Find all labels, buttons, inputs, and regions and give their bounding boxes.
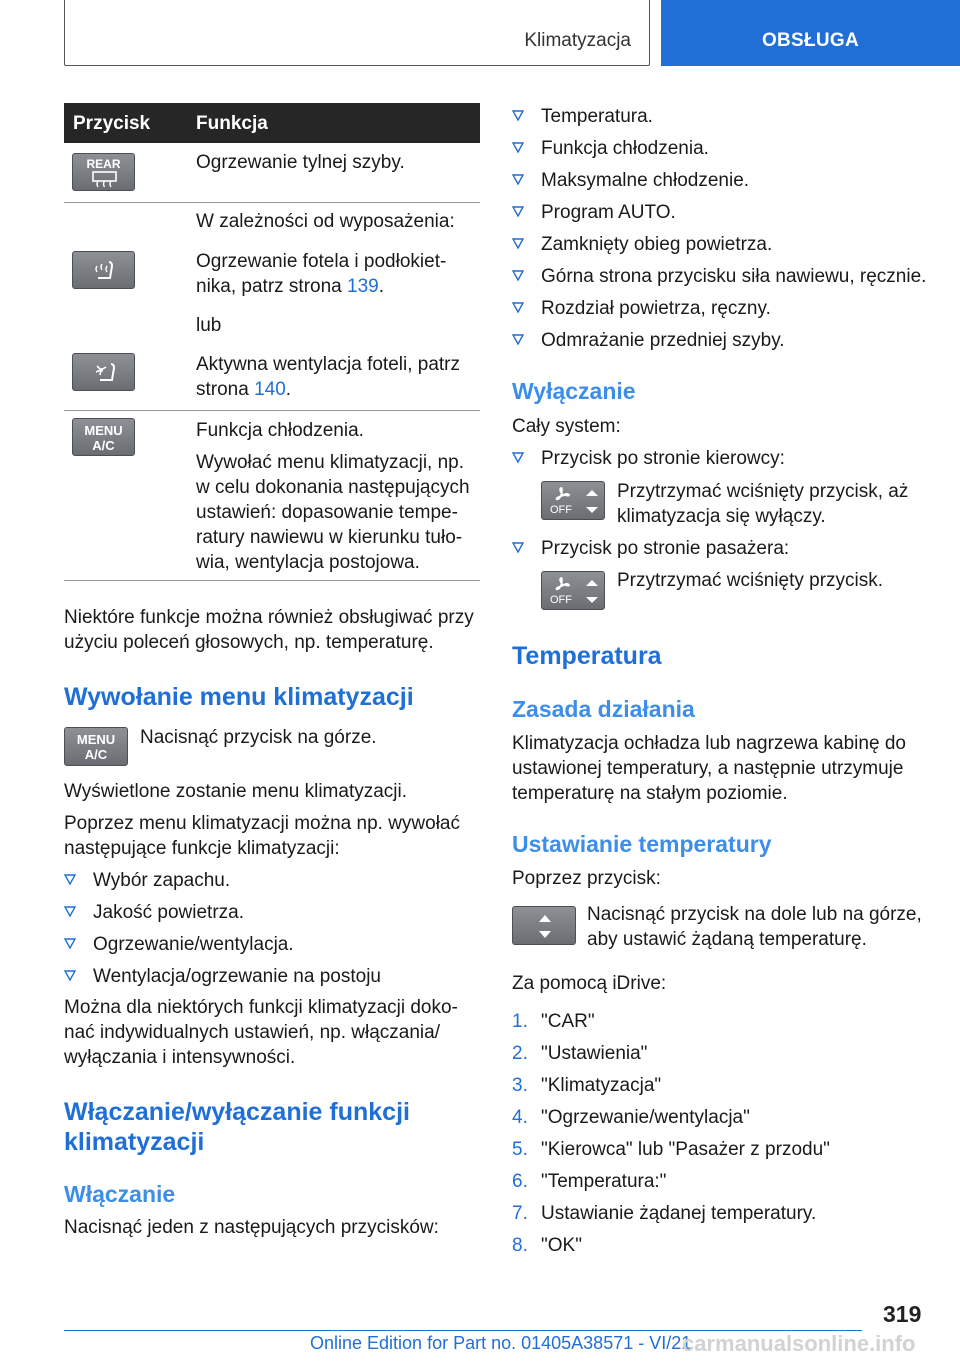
section-title: Klimatyzacja <box>524 30 631 51</box>
off-passenger-text: Przytrzymać wciśnięty przycisk. <box>617 570 884 591</box>
triangle-bullet-icon <box>512 238 524 250</box>
menu-ac-button-icon: MENU A/C <box>64 727 128 766</box>
list-item: Górna strona przycisku siła nawiewu, ręcznie. <box>512 264 932 289</box>
list-item: Zamknięty obieg powietrza. <box>512 232 932 257</box>
onoff-heading-line2: klimatyzacji <box>64 1128 205 1156</box>
off-whole-system: Cały system: <box>512 416 621 437</box>
menu-individual-text: nać indywidualnych ustawień, np. włączania/ <box>64 1022 440 1043</box>
fan-off-button-icon: OFF <box>541 571 605 610</box>
menu-ac-button-icon: MENU A/C <box>72 418 135 456</box>
col-header-button: Przycisk <box>73 113 151 134</box>
off-driver-item: Przycisk po stronie kierowcy: <box>512 446 932 471</box>
row2-vent-line1: Aktywna wentylacja foteli, patrz <box>196 354 461 375</box>
list-item: Rozdział powietrza, ręczny. <box>512 296 932 321</box>
header-box <box>64 0 650 66</box>
list-item: 1. "CAR" <box>512 1011 595 1032</box>
temp-up-down-button-icon <box>512 906 576 945</box>
on-buttons-list <box>512 104 932 353</box>
list-item: Jakość powietrza. <box>64 900 480 925</box>
off-driver-text: Przytrzymać wciśnięty przycisk, aż <box>617 481 909 502</box>
list-item: 5. "Kierowca" lub "Pasażer z przodu" <box>512 1139 830 1160</box>
row3-line: wia, wentylacja postojowa. <box>196 552 420 573</box>
list-item: 2. "Ustawienia" <box>512 1043 648 1064</box>
voice-text: użyciu poleceń głosowych, np. temperaturę. <box>64 632 434 653</box>
list-item: Odmrażanie przedniej szyby. <box>512 328 932 353</box>
row3-line: ratury nawiewu w kierunku tuło- <box>196 527 463 548</box>
triangle-bullet-icon <box>512 206 524 218</box>
triangle-bullet-icon <box>512 270 524 282</box>
watermark: carmanualsonline.info <box>682 1331 916 1356</box>
triangle-bullet-icon <box>512 142 524 154</box>
triangle-bullet-icon <box>64 906 76 918</box>
table-row-divider <box>64 410 480 411</box>
on-text: Nacisnąć jeden z następujących przycisków: <box>64 1217 439 1238</box>
row2-heat-line1: Ogrzewanie fotela i podłokiet- <box>196 251 447 272</box>
list-item: Wybór zapachu. <box>64 868 480 893</box>
seat-ventilation-icon <box>73 354 136 392</box>
seat-ventilation-button-icon <box>72 353 135 391</box>
triangle-bullet-icon <box>512 110 524 122</box>
list-item: Ogrzewanie/wentylacja. <box>64 932 480 957</box>
fan-off-button-icon: OFF <box>541 481 605 520</box>
principle-text: Klimatyzacja ochładza lub nagrzewa kabinę do <box>512 733 906 754</box>
triangle-bullet-icon <box>512 334 524 346</box>
table-bottom-divider <box>64 580 480 581</box>
on-heading: Włączanie <box>64 1181 176 1207</box>
triangle-bullet-icon <box>64 938 76 950</box>
triangle-bullet-icon <box>512 174 524 186</box>
idrive-steps-list <box>512 1009 932 1258</box>
triangle-bullet-icon <box>64 970 76 982</box>
list-item: 8. "OK" <box>512 1235 582 1256</box>
row3-line: Wywołać menu klimatyzacji, np. <box>196 452 465 473</box>
footer-edition: Online Edition for Part no. 01405A38571 - VI/21 <box>310 1333 692 1353</box>
onoff-heading-line1: Włączanie/wyłączanie funkcji <box>64 1098 410 1126</box>
chapter-tab[interactable] <box>661 0 960 66</box>
off-heading: Wyłączanie <box>512 378 636 404</box>
row1-text: Ogrzewanie tylnej szyby. <box>196 152 405 173</box>
page-number: 319 <box>883 1301 922 1327</box>
menu-via-text: Poprzez menu klimatyzacji można np. wywołać <box>64 813 460 834</box>
list-item: 3. "Klimatyzacja" <box>512 1075 662 1096</box>
list-item: Program AUTO. <box>512 200 932 225</box>
menu-items-list <box>64 868 480 989</box>
row3-line: ustawień: dopasowanie tempe- <box>196 502 458 523</box>
row2-vent-line2: strona <box>196 379 249 400</box>
voice-text: Niektóre funkcje można również obsługiwać przy <box>64 607 474 628</box>
menu-individual-text: Można dla niektórych funkcji klimatyzacji doko- <box>64 997 458 1018</box>
triangle-bullet-icon <box>512 452 524 464</box>
triangle-bullet-icon <box>64 874 76 886</box>
off-passenger-item: Przycisk po stronie pasażera: <box>512 536 932 561</box>
list-item: Wentylacja/ogrzewanie na postoju <box>64 964 480 989</box>
page-link-140[interactable]: 140 <box>254 379 286 400</box>
menu-heading: Wywołanie menu klimatyzacji <box>64 683 414 711</box>
principle-heading: Zasada działania <box>512 696 695 722</box>
chapter-tab-label: OBSŁUGA <box>761 30 860 51</box>
triangle-bullet-icon <box>512 302 524 314</box>
menu-shown-text: Wyświetlone zostanie menu klimatyzacji. <box>64 781 408 802</box>
list-item: 7. Ustawianie żądanej temperatury. <box>512 1203 817 1224</box>
row3-title: Funkcja chłodzenia. <box>196 420 364 441</box>
rear-defrost-icon <box>73 170 136 190</box>
row2-or: lub <box>196 315 222 336</box>
rear-defrost-button-icon: REAR <box>72 153 135 191</box>
list-item: Funkcja chłodzenia. <box>512 136 932 161</box>
principle-text: temperaturę na stałym poziomie. <box>512 783 788 804</box>
set-button-text: aby ustawić żądaną temperaturę. <box>587 929 867 950</box>
seat-heating-icon <box>73 252 136 290</box>
set-temp-heading: Ustawianie temperatury <box>512 831 772 857</box>
row3-line: w celu dokonania następujących <box>196 477 470 498</box>
principle-text: ustawionej temperatury, a następnie utrzymuje <box>512 758 904 779</box>
up-down-arrows-icon <box>513 907 577 946</box>
list-item: Maksymalne chłodzenie. <box>512 168 932 193</box>
list-item: 6. "Temperatura:" <box>512 1171 667 1192</box>
off-driver-text: klimatyzacja się wyłączy. <box>617 506 826 527</box>
row2-heat-line2: nika, patrz strona <box>196 276 342 297</box>
list-item: 4. "Ogrzewanie/wentylacja" <box>512 1107 750 1128</box>
temperature-heading: Temperatura <box>512 642 662 670</box>
list-item: Temperatura. <box>512 104 932 129</box>
row2-intro: W zależności od wyposażenia: <box>196 211 455 232</box>
page-link-139[interactable]: 139 <box>347 276 379 297</box>
set-via-idrive: Za pomocą iDrive: <box>512 973 667 994</box>
set-button-text: Nacisnąć przycisk na dole lub na górze, <box>587 904 922 925</box>
menu-press-text: Nacisnąć przycisk na górze. <box>140 727 377 748</box>
menu-via-text: następujące funkcje klimatyzacji: <box>64 838 340 859</box>
menu-individual-text: wyłączania i intensywności. <box>64 1047 296 1068</box>
seat-heating-button-icon <box>72 251 135 289</box>
table-header <box>64 103 480 143</box>
col-header-function: Funkcja <box>196 113 268 134</box>
triangle-bullet-icon <box>512 542 524 554</box>
set-via-button: Poprzez przycisk: <box>512 868 661 889</box>
